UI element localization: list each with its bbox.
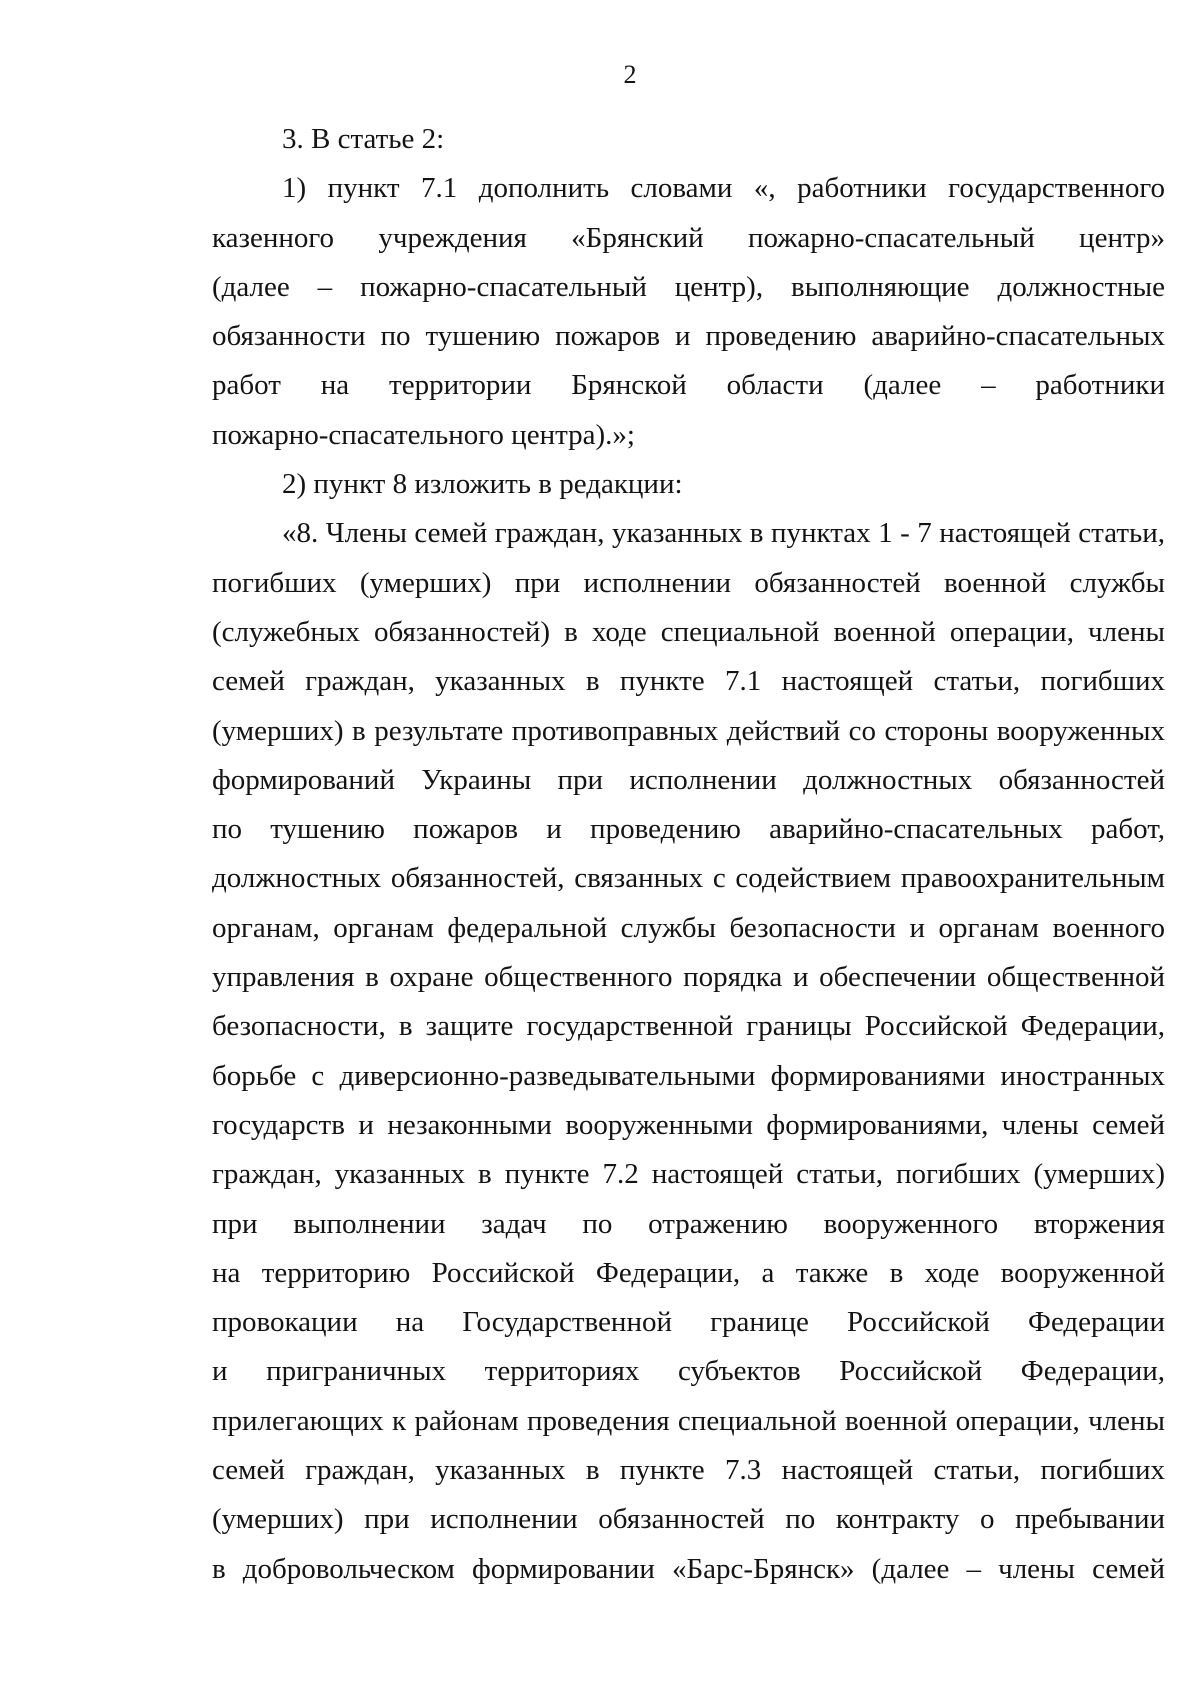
text-line: формирований Украины при исполнении должностных обязанностей (212, 763, 1165, 796)
text-line: (далее – пожарно-спасательный центр), выполняющие должностные (212, 270, 1165, 303)
text-line: (служебных обязанностей) в ходе специальной военной операции, члены (212, 615, 1165, 648)
text-line: государств и незаконными вооруженными формированиями, члены семей (212, 1108, 1165, 1141)
text-line: работ на территории Брянской области (далее – работники (212, 369, 1165, 402)
page-number: 2 (623, 60, 637, 89)
text-line: в добровольческом формировании «Барс-Брянск» (далее – члены семей (212, 1552, 1165, 1585)
text-line: 3. В статье 2: (282, 123, 445, 155)
text-line: и приграничных территориях субъектов Российской Федерации, (212, 1355, 1165, 1388)
text-line: обязанности по тушению пожаров и проведению аварийно-спасательных (212, 320, 1165, 353)
text-line: 2) пункт 8 изложить в редакции: (282, 468, 683, 501)
text-line: 1) пункт 7.1 дополнить словами «, работники государственного (282, 172, 1165, 205)
text-line: семей граждан, указанных в пункте 7.1 настоящей статьи, погибших (212, 665, 1165, 698)
text-line: должностных обязанностей, связанных с содействием правоохранительным (212, 862, 1165, 895)
text-line: (умерших) в результате противоправных действий со стороны вооруженных (212, 714, 1165, 747)
text-line: прилегающих к районам проведения специальной военной операции, члены (212, 1404, 1165, 1437)
text-line: (умерших) при исполнении обязанностей по контракту о пребывании (212, 1503, 1165, 1536)
text-line: погибших (умерших) при исполнении обязанностей военной службы (212, 566, 1165, 599)
text-line: при выполнении задач по отражению вооруженного вторжения (212, 1207, 1165, 1240)
text-line: по тушению пожаров и проведению аварийно-спасательных работ, (212, 813, 1165, 846)
text-line: «8. Члены семей граждан, указанных в пунктах 1 - 7 настоящей статьи, (282, 517, 1165, 550)
text-line: граждан, указанных в пункте 7.2 настоящей статьи, погибших (умерших) (212, 1158, 1165, 1191)
text-line: провокации на Государственной границе Российской Федерации (212, 1306, 1165, 1339)
text-line: органам, органам федеральной службы безопасности и органам военного (212, 911, 1165, 944)
document-body (212, 115, 1165, 1594)
text-line: семей граждан, указанных в пункте 7.3 настоящей статьи, погибших (212, 1454, 1165, 1487)
text-line: борьбе с диверсионно-разведывательными формированиями иностранных (212, 1059, 1165, 1092)
text-line: на территорию Российской Федерации, а также в ходе вооруженной (212, 1256, 1165, 1289)
text-line: безопасности, в защите государственной границы Российской Федерации, (212, 1010, 1165, 1043)
text-line: пожарно-спасательного центра).»; (212, 418, 635, 451)
text-line: казенного учреждения «Брянский пожарно-спасательный центр» (212, 221, 1165, 254)
text-line: управления в охране общественного порядка и обеспечении общественной (212, 961, 1165, 994)
